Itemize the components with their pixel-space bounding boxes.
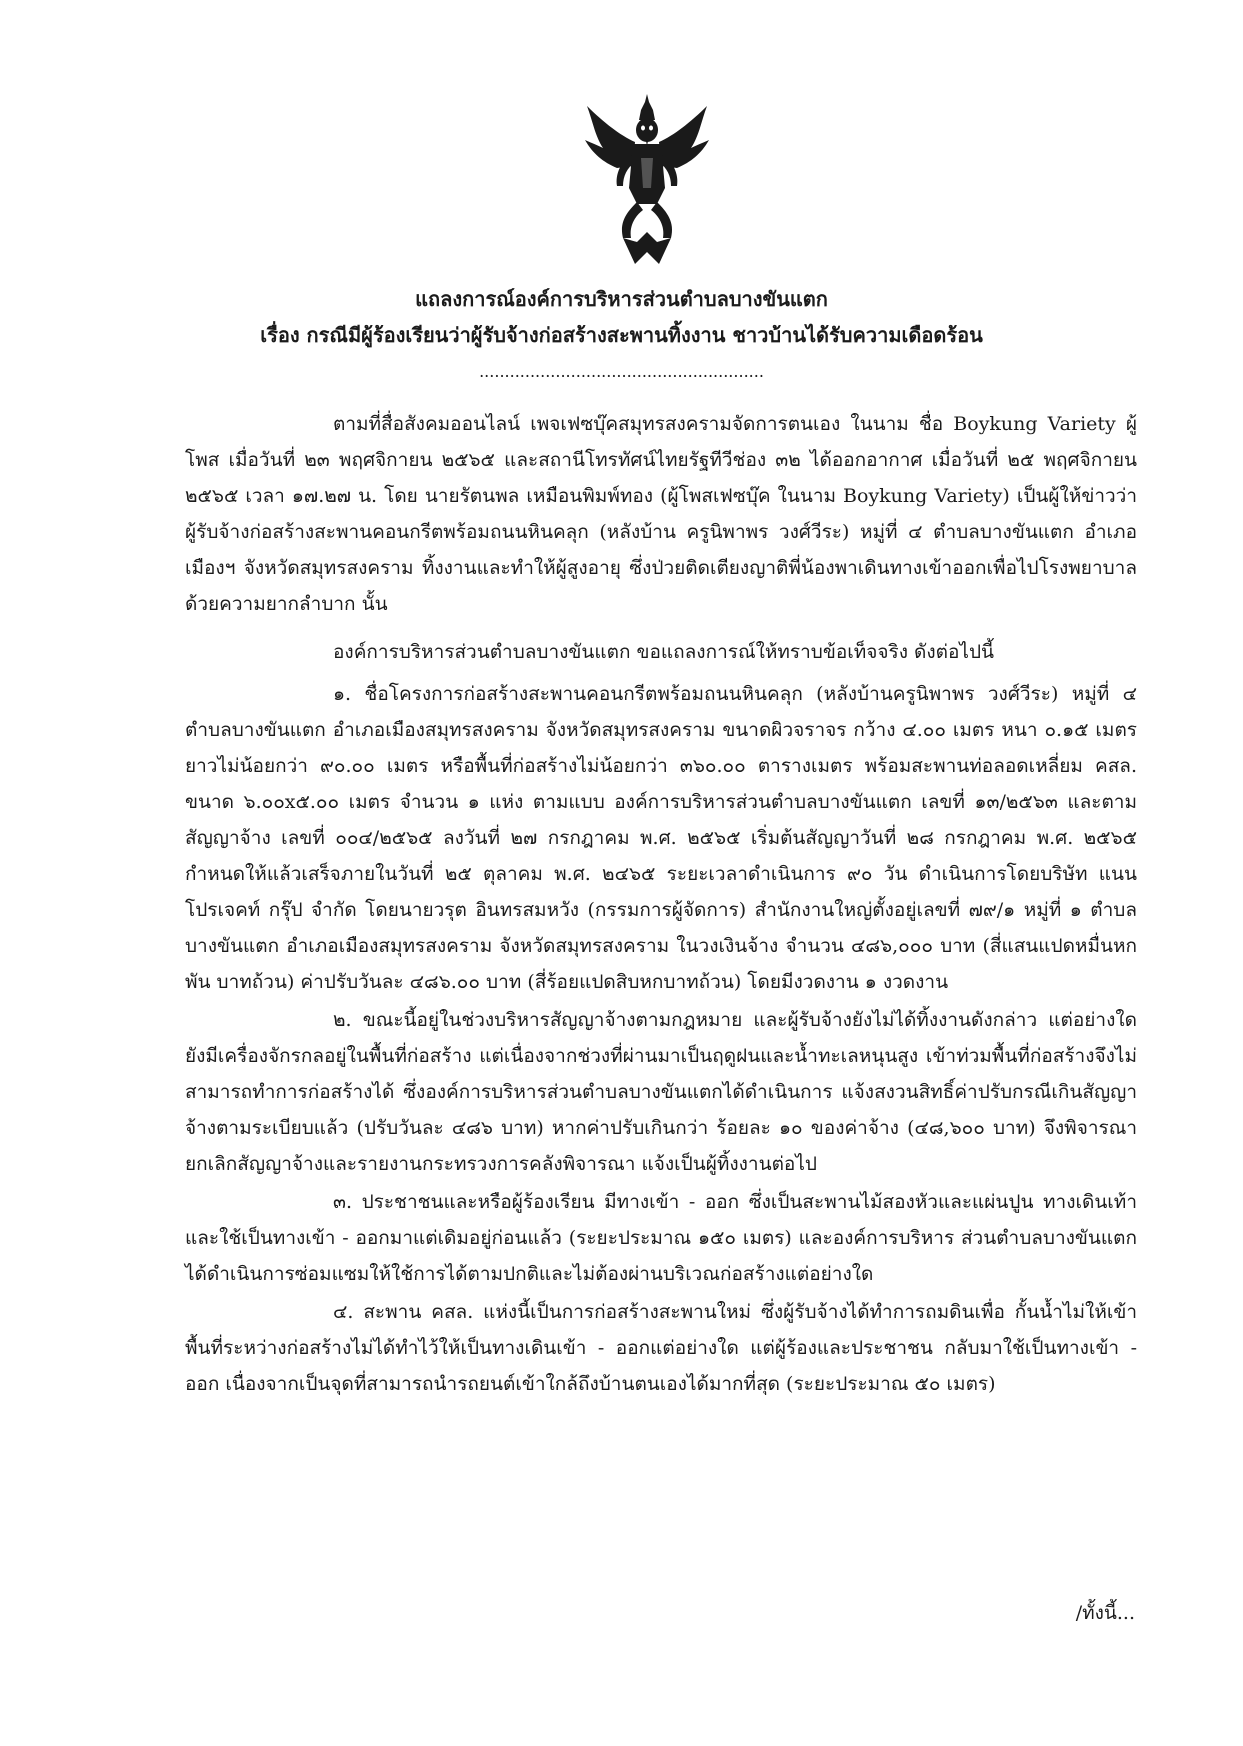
- fact-item-1: ๑. ชื่อโครงการก่อสร้างสะพานคอนกรีตพร้อมถนนหินคลุก (หลังบ้านครูนิพาพร วงศ์วีระ) หมู่ที่ ๔ ตำบลบางขันแตก อำเภอเมืองสมุทรสงคราม จังหวัดสมุทรสงคราม ขนาดผิวจราจร กว้าง ๔.๐๐ เมตร หนา ๐.๑๕ เมตร ยาวไม่น้อยกว่า ๙๐.๐๐ เมตร หรือพื้นที่ก่อสร้างไม่น้อยกว่า ๓๖๐.๐๐ ตารางเมตร พร้อมสะพานท่อลอดเหลี่ยม คสล. ขนาด ๖.๐๐x๕.๐๐ เมตร จำนวน ๑ แห่ง ตามแบบ องค์การบริหารส่วนตำบลบางขันแตก เลขที่ ๑๓/๒๕๖๓ และตามสัญญาจ้าง เลขที่ ๐๐๔/๒๕๖๕ ลงวันที่ ๒๗ กรกฎาคม พ.ศ. ๒๕๖๕ เริ่มต้นสัญญาวันที่ ๒๘ กรกฎาคม พ.ศ. ๒๕๖๕ กำหนดให้แล้วเสร็จภายในวันที่ ๒๕ ตุลาคม พ.ศ. ๒๔๖๕ ระยะเวลาดำเนินการ ๙๐ วัน ดำเนินการโดยบริษัท แนน โปรเจคท์ กรุ๊ป จำกัด โดยนายวรุต อินทรสมหวัง (กรรมการผู้จัดการ) สำนักงานใหญ่ตั้งอยู่เลขที่ ๗๙/๑ หมู่ที่ ๑ ตำบลบางขันแตก อำเภอเมืองสมุทรสงคราม จังหวัดสมุทรสงคราม ในวงเงินจ้าง จำนวน ๔๘๖,๐๐๐ บาท (สี่แสนแปดหมื่นหกพัน บาทถ้วน) ค่าปรับวันละ ๔๘๖.๐๐ บาท (สี่ร้อยแปดสิบหกบาทถ้วน) โดยมีงวดงาน ๑ งวดงาน: [185, 683, 1137, 993]
- document-subject: เรื่อง กรณีมีผู้ร้องเรียนว่าผู้รับจ้างก่อสร้างสะพานทิ้งงาน ชาวบ้านได้รับความเดือดร้อน: [260, 323, 983, 347]
- garuda-emblem-icon: [583, 92, 711, 268]
- document-body: [185, 406, 1137, 1404]
- continuation-marker: /ทั้งนี้...: [1075, 1602, 1135, 1624]
- intro-paragraph: ตามที่สื่อสังคมออนไลน์ เพจเฟซบุ๊คสมุทรสงครามจัดการตนเอง ในนาม ชื่อ Boykung Variety ผู้โพส เมื่อวันที่ ๒๓ พฤศจิกายน ๒๕๖๕ และสถานีโทรทัศน์ไทยรัฐทีวีช่อง ๓๒ ได้ออกอากาศ เมื่อวันที่ ๒๕ พฤศจิกายน ๒๕๖๕ เวลา ๑๗.๒๗ น. โดย นายรัตนพล เหมือนพิมพ์ทอง (ผู้โพสเฟซบุ๊ค ในนาม Boykung Variety) เป็นผู้ให้ข่าวว่า ผู้รับจ้างก่อสร้างสะพานคอนกรีตพร้อมถนนหินคลุก (หลังบ้าน ครูนิพาพร วงศ์วีระ) หมู่ที่ ๔ ตำบลบางขันแตก อำเภอเมืองฯ จังหวัดสมุทรสงคราม ทิ้งงานและทำให้ผู้สูงอายุ ซึ่งป่วยติดเตียงญาติพี่น้องพาเดินทางเข้าออกเพื่อไปโรงพยาบาลด้วยความยากลำบาก นั้น: [185, 413, 1137, 615]
- fact-item-3: ๓. ประชาชนและหรือผู้ร้องเรียน มีทางเข้า - ออก ซึ่งเป็นสะพานไม้สองหัวและแผ่นปูน ทางเดินเท้าและใช้เป็นทางเข้า - ออกมาแต่เดิมอยู่ก่อนแล้ว (ระยะประมาณ ๑๕๐ เมตร) และองค์การบริหาร ส่วนตำบลบางขันแตกได้ดำเนินการซ่อมแซมให้ใช้การได้ตามปกติและไม่ต้องผ่านบริเวณก่อสร้างแต่อย่างใด: [185, 1191, 1137, 1285]
- fact-item-4: ๔. สะพาน คสล. แห่งนี้เป็นการก่อสร้างสะพานใหม่ ซึ่งผู้รับจ้างได้ทำการถมดินเพื่อ กั้นน้ำไม่ให้เข้าพื้นที่ระหว่างก่อสร้างไม่ได้ทำไว้ให้เป็นทางเดินเข้า - ออกแต่อย่างใด แต่ผู้ร้องและประชาชน กลับมาใช้เป็นทางเข้า - ออก เนื่องจากเป็นจุดที่สามารถนำรถยนต์เข้าใกล้ถึงบ้านตนเองได้มากที่สุด (ระยะประมาณ ๕๐ เมตร): [185, 1301, 1137, 1395]
- fact-item-2: ๒. ขณะนี้อยู่ในช่วงบริหารสัญญาจ้างตามกฎหมาย และผู้รับจ้างยังไม่ได้ทิ้งงานดังกล่าว แต่อย่างใด ยังมีเครื่องจักรกลอยู่ในพื้นที่ก่อสร้าง แต่เนื่องจากช่วงที่ผ่านมาเป็นฤดูฝนและน้ำทะเลหนุนสูง เข้าท่วมพื้นที่ก่อสร้างจึงไม่สามารถทำการก่อสร้างได้ ซึ่งองค์การบริหารส่วนตำบลบางขันแตกได้ดำเนินการ แจ้งสงวนสิทธิ์ค่าปรับกรณีเกินสัญญาจ้างตามระเบียบแล้ว (ปรับวันละ ๔๘๖ บาท) หากค่าปรับเกินกว่า ร้อยละ ๑๐ ของค่าจ้าง (๔๘,๖๐๐ บาท) จึงพิจารณายกเลิกสัญญาจ้างและรายงานกระทรวงการคลังพิจารณา แจ้งเป็นผู้ทิ้งงานต่อไป: [185, 1009, 1137, 1175]
- statement-lead: องค์การบริหารส่วนตำบลบางขันแตก ขอแถลงการณ์ให้ทราบข้อเท็จจริง ดังต่อไปนี้: [333, 641, 995, 663]
- title-separator: ........................................................: [479, 362, 764, 381]
- document-title: แถลงการณ์องค์การบริหารส่วนตำบลบางขันแตก: [415, 287, 828, 311]
